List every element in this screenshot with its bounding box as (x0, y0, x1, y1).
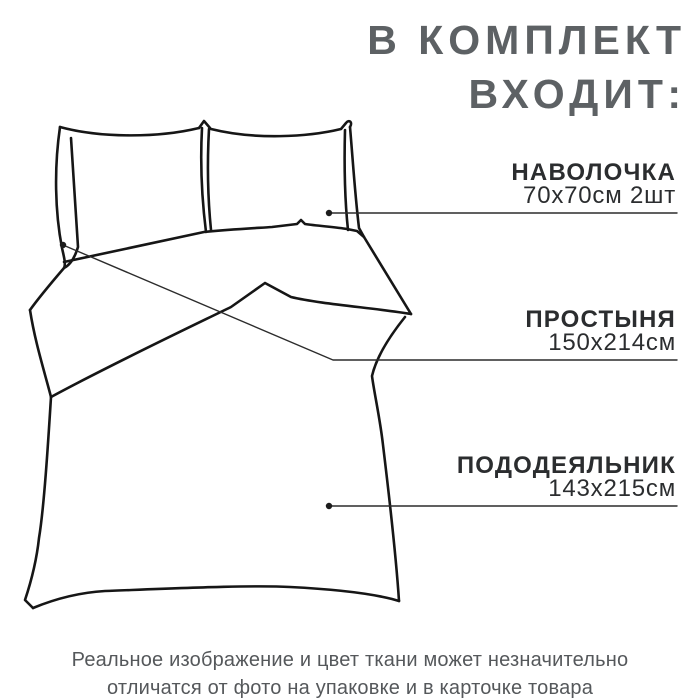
pillow-seam-left-line (201, 128, 206, 232)
sheet-label: ПРОСТЫНЯ (525, 306, 676, 333)
pillowcase-label: НАВОЛОЧКА (511, 159, 676, 186)
right-pillow-side-flap-inner (345, 130, 348, 230)
duvet-dot (326, 503, 332, 509)
right-pillow-top-edge (211, 121, 351, 136)
disclaimer-line2: отличатся от фото на упаковке и в карточке товара (106, 677, 594, 699)
duvet-size: 143х215см (548, 475, 676, 502)
page-title-line2: ВХОДИТ: (468, 71, 686, 117)
pillowcase-size: 70х70см 2шт (523, 182, 676, 209)
right-pillow-side-flap-outer (350, 127, 364, 237)
pillow-seam-peak (199, 121, 210, 128)
duvet-callout (457, 454, 676, 500)
pillowcase-dot (326, 210, 332, 216)
page-title-line1: В КОМПЛЕКТ (367, 17, 686, 63)
sheet-dot (60, 242, 66, 248)
sheet-callout (525, 308, 676, 354)
duvet-bottom-edge (33, 586, 399, 608)
sheet-size: 150х214см (548, 329, 676, 356)
duvet-folded-top-edge (51, 283, 411, 397)
page-title (367, 13, 686, 121)
pillowcase-callout (511, 161, 676, 207)
left-pillow-top-edge (60, 127, 199, 135)
sheet-fold-upper-edge (30, 268, 64, 310)
disclaimer-line1: Реальное изображение и цвет ткани может незначительно (71, 649, 629, 671)
duvet-label: ПОДОДЕЯЛЬНИК (456, 452, 676, 479)
bed-line-art (25, 121, 411, 608)
disclaimer-text (0, 646, 700, 700)
pillow-seam-right-line (208, 129, 211, 230)
sheet-fold-left-edge (30, 310, 51, 397)
duvet-left-edge (25, 397, 51, 608)
